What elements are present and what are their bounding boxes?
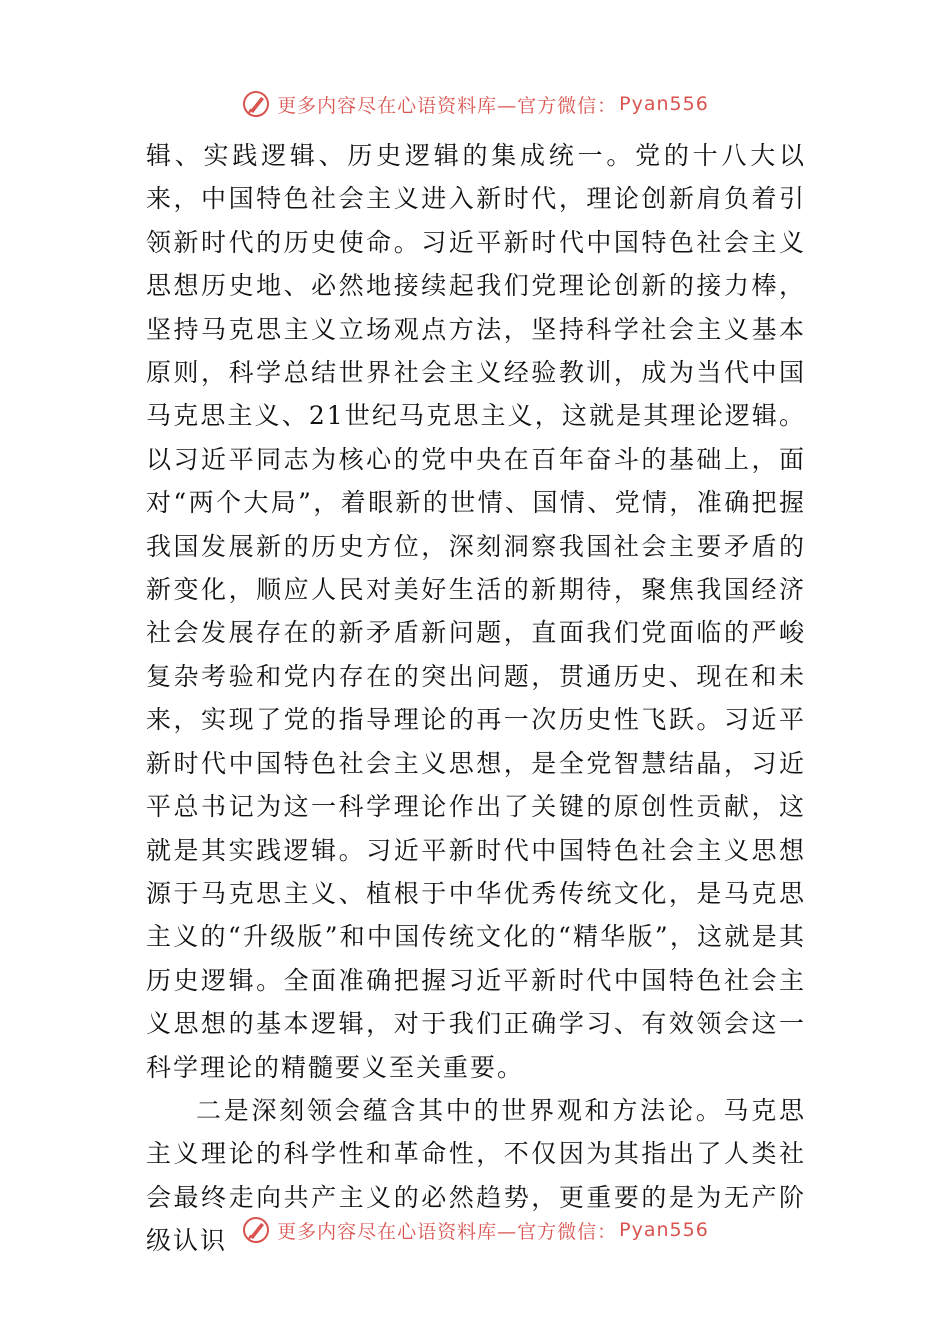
header-watermark xyxy=(0,84,950,124)
pen-circle-icon xyxy=(241,1215,271,1245)
watermark-text: 更多内容尽在心语资料库—官方微信： xyxy=(277,94,618,117)
pen-circle-icon xyxy=(241,89,271,119)
watermark-wechat-id: Pyan556 xyxy=(619,1219,709,1241)
watermark-wechat-id: Pyan556 xyxy=(619,93,709,115)
paragraph-second-point: 二是深刻领会蕴含其中的世界观和方法论。马克思主义理论的科学性和革命性，不仅因为其指出了人类社会最终走向共产主义的必然趋势，更重要的是为无产阶级认识 xyxy=(146,1095,806,1256)
paragraph-continued: 辑、实践逻辑、历史逻辑的集成统一。党的十八大以来，中国特色社会主义进入新时代，理论创新肩负着引领新时代的历史使命。习近平新时代中国特色社会主义思想历史地、必然地接续起我们党理论创新的接力棒，坚持马克思主义立场观点方法，坚持科学社会主义基本原则，科学总结世界社会主义经验教训，成为当代中国马克思主义、21世纪马克思主义，这就是其理论逻辑。以习近平同志为核心的党中央在百年奋斗的基础上，面对“两个大局”，着眼新的世情、国情、党情，准确把握我国发展新的历史方位，深刻洞察我国社会主要矛盾的新变化，顺应人民对美好生活的新期待，聚焦我国经济社会发展存在的新矛盾新问题，直面我们党面临的严峻复杂考验和党内存在的突出问题，贯通历史、现在和未来，实现了党的指导理论的再一次历史性飞跃。习近平新时代中国特色社会主义思想，是全党智慧结晶，习近平总书记为这一科学理论作出了关键的原创性贡献，这就是其实践逻辑。习近平新时代中国特色社会主义思想源于马克思主义、植根于中华优秀传统文化，是马克思主义的“升级版”和中国传统文化的“精华版”，这就是其历史逻辑。全面准确把握习近平新时代中国特色社会主义思想的基本逻辑，对于我们正确学习、有效领会这一科学理论的精髓要义至关重要。 xyxy=(146,141,806,1082)
footer-watermark xyxy=(0,1210,950,1250)
document-body xyxy=(146,134,806,1263)
watermark-text: 更多内容尽在心语资料库—官方微信： xyxy=(277,1220,618,1243)
